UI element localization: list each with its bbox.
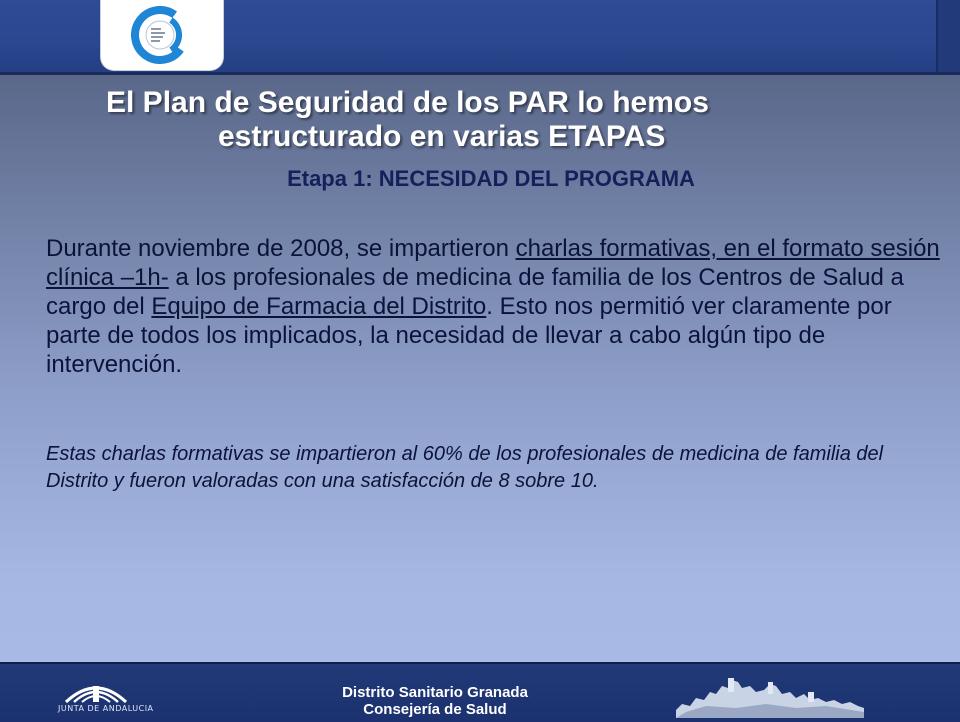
paragraph-text-1: Durante noviembre de 2008, se impartieron xyxy=(46,235,516,262)
italic-note: Estas charlas formativas se impartieron al 60% de los profesionales de medicina de familia del Distrito y fueron valoradas con una satisfacción de 8 sobre 10. xyxy=(46,443,884,492)
header-band-edge xyxy=(936,0,960,72)
header-band xyxy=(0,0,960,75)
seguridad-logo-icon xyxy=(131,6,193,64)
slide-content xyxy=(46,86,946,495)
footer-line1: Distrito Sanitario Granada xyxy=(342,684,528,701)
paragraph-text-3: . Esto nos permitió ver claramente por parte de todos los implicados, la necesidad de llevar a cabo algún tipo de intervención. xyxy=(46,293,892,378)
footer-organization xyxy=(300,684,570,718)
alhambra-silhouette-icon xyxy=(676,670,864,718)
body-paragraph xyxy=(46,234,946,379)
slide-subtitle: Etapa 1: NECESIDAD DEL PROGRAMA xyxy=(287,166,695,191)
slide-title-line2: estructurado en varias ETAPAS xyxy=(218,120,666,153)
footer-band xyxy=(0,662,960,722)
slide-title-line1: El Plan de Seguridad de los PAR lo hemos xyxy=(106,86,709,119)
header-logo-tab xyxy=(100,0,224,71)
paragraph-text-2: a los profesionales de medicina de familia de los Centros de Salud a cargo del xyxy=(46,264,904,320)
paragraph-underline-2: Equipo de Farmacia del Distrito xyxy=(151,293,487,320)
paragraph-underline-1: charlas formativas, en el formato sesión clínica –1h- xyxy=(46,235,940,291)
footer-line2: Consejería de Salud xyxy=(363,701,507,718)
slide-title xyxy=(106,86,946,154)
junta-label: JUNTA DE ANDALUCIA xyxy=(58,704,154,713)
